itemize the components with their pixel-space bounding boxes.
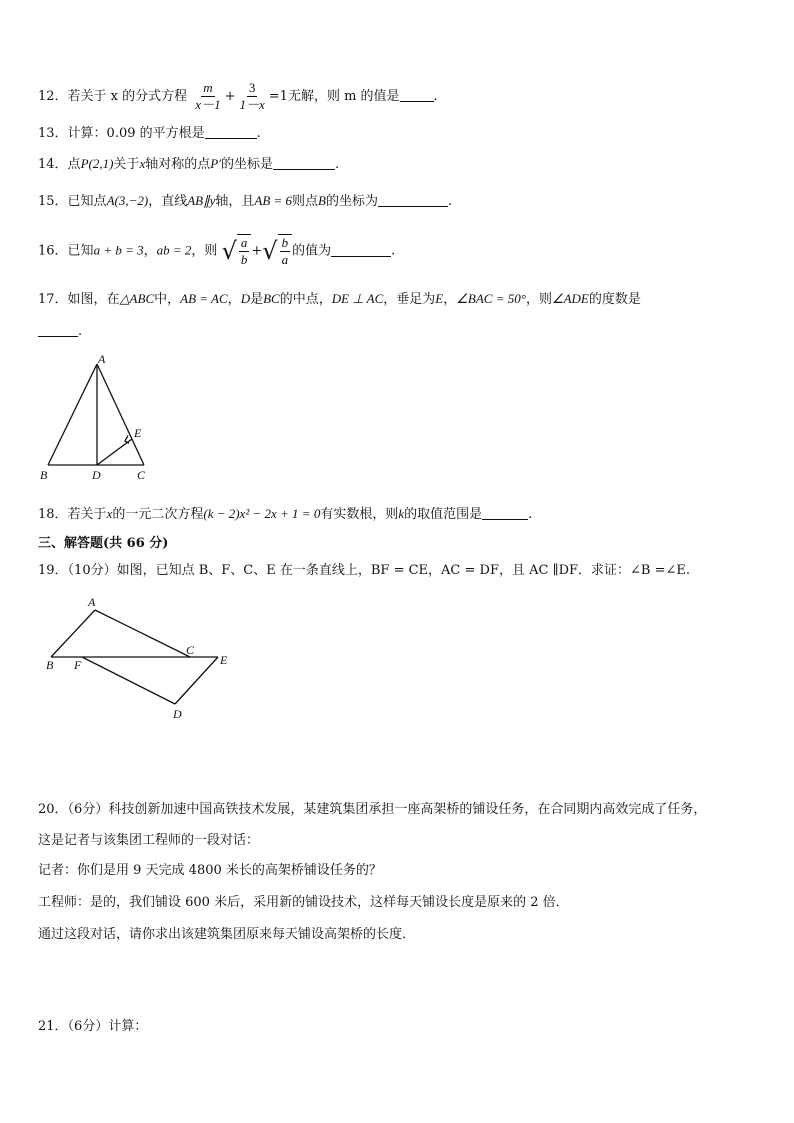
question-20: 20．（6分）科技创新加速中国高铁技术发展，某建筑集团承担一座高架桥的铺设任务，在合同期内高效完成了任务， xyxy=(38,802,707,817)
question-13: 13．计算：0.09 的平方根是 . xyxy=(38,126,261,141)
question-number: 17． xyxy=(38,292,68,307)
label-c: C xyxy=(186,643,195,657)
answer-blank xyxy=(38,323,78,337)
label-a: A xyxy=(98,352,106,366)
section-title: 三、解答题(共 66 分) xyxy=(38,536,169,551)
answer-blank xyxy=(205,125,257,139)
question-number: 19． xyxy=(38,563,68,578)
question-number: 14． xyxy=(38,157,68,172)
question-18: 18．若关于x的一元二次方程(k − 2)x² − 2x + 1 = 0有实数根，则k的取值范围是 . xyxy=(38,506,533,522)
figure-19-triangles xyxy=(42,594,242,724)
question-20-line-3: 记者：你们是用 9 天完成 4800 米长的高架桥铺设任务的？ xyxy=(38,863,382,878)
sqrt-b-over-a: √ $\frac{b}{a}$ xyxy=(262,234,292,268)
question-20-line-2: 这是记者与该集团工程师的一段对话： xyxy=(38,833,260,848)
answer-blank xyxy=(273,156,335,170)
answer-blank xyxy=(400,88,434,102)
label-d: D xyxy=(173,707,182,721)
label-c: C xyxy=(137,468,146,482)
question-14: 14．点P(2,1)关于x轴对称的点P′的坐标是 . xyxy=(38,156,340,172)
question-20-line-5: 通过这段对话，请你求出该建筑集团原来每天铺设高架桥的长度． xyxy=(38,927,416,942)
sqrt-a-over-b: √ $\frac{a}{b}$ xyxy=(222,234,252,268)
edge-ac xyxy=(95,610,190,657)
question-number: 13． xyxy=(38,126,68,141)
question-16: 16．已知a + b = 3，ab = 2，则 √ $\frac{a}{b}$ + √ $\frac{b}{a}$ 的值为 . xyxy=(38,235,396,267)
fraction-3-over-1-x: $\frac{3}{1-x}$ xyxy=(239,80,265,112)
label-e: E xyxy=(220,653,228,667)
question-number: 18． xyxy=(38,507,68,522)
question-15: 15．已知点A(3,−2)，直线AB∥y轴，且AB = 6则点B的坐标为 . xyxy=(38,193,453,209)
edge-de xyxy=(175,657,218,704)
edge-ba xyxy=(51,610,95,657)
edge-ab xyxy=(48,364,97,465)
answer-blank xyxy=(482,506,528,520)
edge-fd xyxy=(82,657,175,704)
label-d: D xyxy=(92,468,101,482)
question-number: 15． xyxy=(38,194,68,209)
question-17-blank-line: . xyxy=(38,322,82,342)
answer-blank xyxy=(331,243,391,257)
answer-blank xyxy=(378,193,448,207)
question-number: 16． xyxy=(38,243,68,259)
question-21: 21．（6分）计算： xyxy=(38,1019,148,1034)
question-number: 20． xyxy=(38,802,68,817)
question-12: 12．若关于 x 的分式方程 $\frac{m}{x-1}$ + $\frac{3}{1-x}$ =1无解，则 m 的值是 . xyxy=(38,80,438,112)
label-b: B xyxy=(40,468,48,482)
label-a: A xyxy=(88,595,96,609)
edge-de xyxy=(97,439,132,465)
question-number: 12． xyxy=(38,89,68,104)
question-19: 19．（10分）如图，已知点 B、F、C、E 在一条直线上，BF = CE，AC = DF，且 AC ∥DF．求证：∠B =∠E. xyxy=(38,563,690,578)
question-17: 17．如图，在△ABC中，AB = AC，D是BC的中点，DE ⊥ AC，垂足为E，∠BAC = 50°，则∠ADE的度数是 xyxy=(38,291,641,307)
label-b: B xyxy=(46,658,54,672)
label-f: F xyxy=(74,658,82,672)
fraction-m-over-x-1: $\frac{m}{x-1}$ xyxy=(195,80,221,112)
edge-ac xyxy=(97,364,144,465)
label-e: E xyxy=(134,426,142,440)
question-number: 21． xyxy=(38,1019,68,1034)
question-20-line-4: 工程师：是的，我们铺设 600 米后，采用新的铺设技术，这样每天铺设长度是原来的 2 倍． xyxy=(38,895,569,910)
figure-17-triangle xyxy=(38,352,158,487)
